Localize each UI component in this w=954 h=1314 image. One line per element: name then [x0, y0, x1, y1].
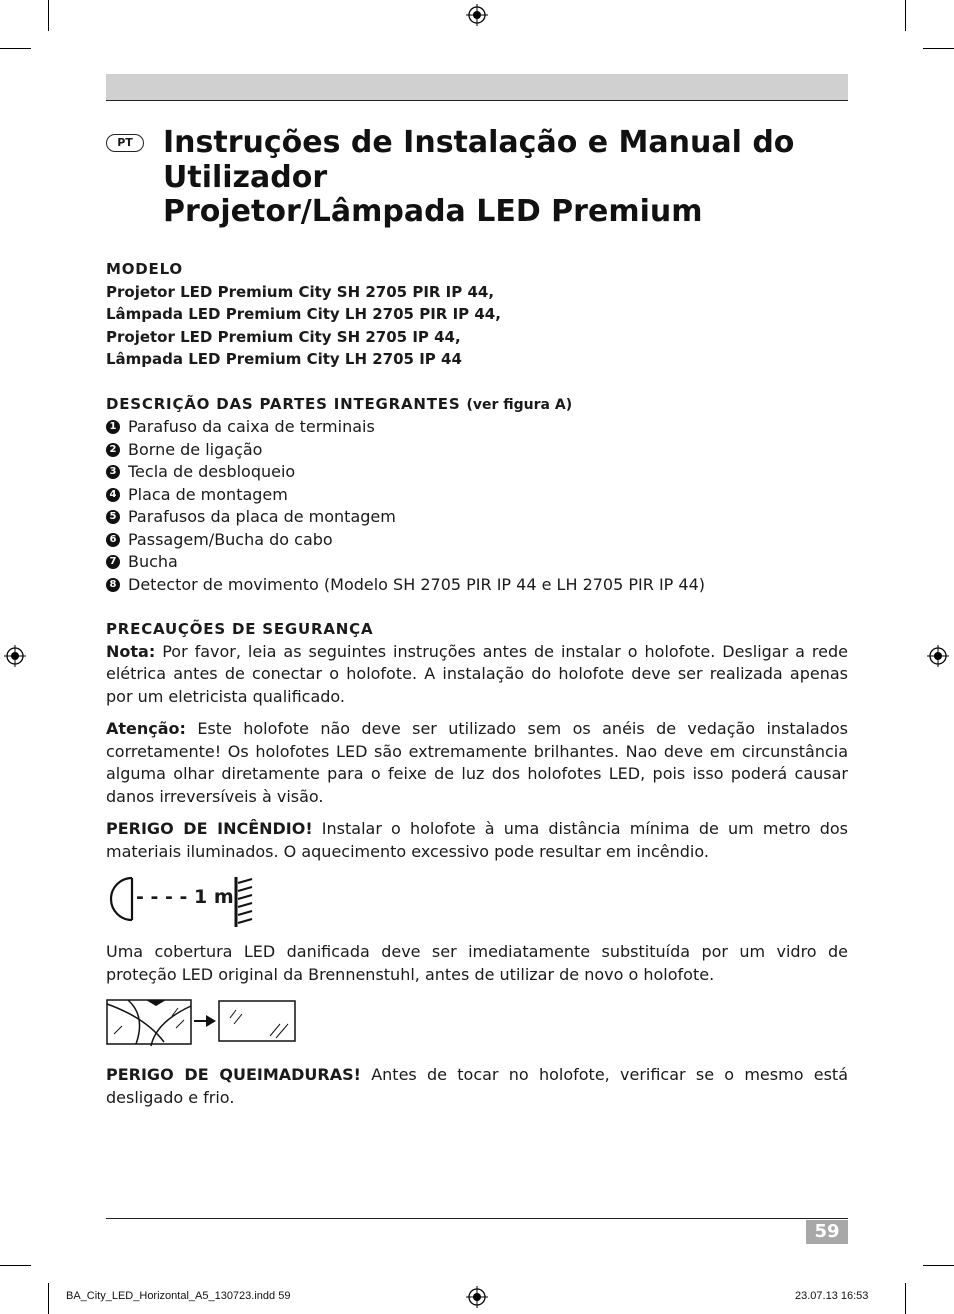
attention-text: Este holofote não deve ser utilizado sem os anéis de vedação instalados corretamente! Os holofotes LED são extremamente brilhantes. Nao deve em circunstância alguma olhar diretamente para o feixe de luz dos holofotes LED, pois isso poderá causar danos irreversíveis à visão.	[106, 719, 848, 806]
parts-heading-suffix: (ver figura A)	[466, 396, 573, 413]
fire-label: PERIGO DE INCÊNDIO!	[106, 819, 313, 838]
safety-heading: PRECAUÇÕES DE SEGURANÇA	[106, 620, 374, 638]
item-number-badge: 1	[106, 420, 120, 434]
slug-date: 23.07.13 16:53	[795, 1290, 869, 1302]
model-item: Lâmpada LED Premium City LH 2705 PIR IP 44,	[106, 305, 501, 323]
slug-file: BA_City_LED_Horizontal_A5_130723.indd 59	[66, 1290, 291, 1302]
crop-mark	[0, 1265, 31, 1266]
header-bar	[106, 74, 848, 101]
list-item	[106, 484, 848, 507]
model-item: Projetor LED Premium City SH 2705 PIR IP 44,	[106, 282, 495, 301]
item-number-badge: 5	[106, 510, 120, 524]
item-number-badge: 3	[106, 465, 120, 479]
list-item	[106, 574, 848, 597]
glass-paragraph: Uma cobertura LED danificada deve ser imediatamente substituída por um vidro de proteção LED original da Brennenstuhl, antes de utilizar de novo o holofote.	[106, 942, 848, 984]
registration-mark-icon	[466, 4, 488, 26]
crop-mark	[48, 0, 49, 31]
item-number-badge: 7	[106, 555, 120, 569]
crop-mark	[905, 0, 906, 31]
part-label: Parafusos da placa de montagem	[128, 507, 396, 526]
part-label: Borne de ligação	[128, 439, 263, 459]
attention-label: Atenção:	[106, 719, 186, 738]
fire-paragraph	[106, 818, 848, 863]
broken-glass-icon	[106, 998, 192, 1048]
language-badge: PT	[106, 134, 144, 152]
page-title	[163, 126, 823, 230]
fire-text: Instalar o holofote à uma distância mínima de um metro dos materiais iluminados. O aquecimento excessivo pode resultar em incêndio.	[106, 819, 848, 861]
item-number-badge: 8	[106, 578, 120, 592]
new-glass-icon	[218, 1000, 296, 1044]
list-item	[106, 461, 848, 484]
parts-heading	[106, 393, 848, 417]
item-number-badge: 4	[106, 488, 120, 502]
registration-mark-icon	[4, 645, 26, 667]
distance-diagram	[106, 873, 848, 929]
model-heading: MODELO	[106, 260, 183, 278]
parts-list	[106, 416, 848, 596]
crop-mark	[0, 48, 31, 49]
registration-mark-icon	[466, 1286, 488, 1308]
parts-heading-text: DESCRIÇÃO DAS PARTES INTEGRANTES	[106, 394, 461, 413]
title-line: Utilizador	[163, 159, 328, 195]
list-item	[106, 416, 848, 439]
registration-mark-icon	[927, 645, 949, 667]
part-label: Parafuso da caixa de terminais	[128, 417, 375, 436]
arrow-right-icon	[194, 1014, 216, 1028]
burn-label: PERIGO DE QUEIMADURAS!	[106, 1065, 361, 1084]
note-label: Nota:	[106, 641, 156, 661]
crop-mark	[923, 1265, 954, 1266]
part-label: Passagem/Bucha do cabo	[128, 529, 333, 549]
item-number-badge: 6	[106, 533, 120, 547]
crop-mark	[905, 1283, 906, 1314]
list-item	[106, 529, 848, 552]
list-item	[106, 506, 848, 529]
part-label: Tecla de desbloqueio	[128, 462, 296, 481]
crop-mark	[48, 1283, 49, 1314]
glass-replacement-diagram	[106, 996, 848, 1048]
distance-label: - - - - 1 m	[136, 886, 234, 908]
part-label: Bucha	[128, 552, 178, 571]
burn-text: Antes de tocar no holofote, verificar se o mesmo está desligado e frio.	[106, 1065, 849, 1107]
document-body	[106, 258, 848, 1109]
title-line: Projetor/Lâmpada LED Premium	[163, 194, 703, 229]
note-paragraph	[106, 641, 848, 709]
list-item	[106, 439, 848, 462]
burn-paragraph	[106, 1064, 848, 1109]
model-item: Lâmpada LED Premium City LH 2705 IP 44	[106, 350, 462, 368]
part-label: Detector de movimento (Modelo SH 2705 PIR IP 44 e LH 2705 PIR IP 44)	[128, 574, 705, 594]
illuminated-material-icon	[232, 877, 256, 927]
crop-mark	[923, 48, 954, 49]
page-number: 59	[806, 1220, 848, 1244]
list-item	[106, 551, 848, 574]
footer-rule	[106, 1218, 848, 1219]
note-text: Por favor, leia as seguintes instruções antes de instalar o holofote. Desligar a rede elétrica antes de conectar o holofote. A instalação do holofote deve ser realizada apenas por um eletricista qualificado.	[106, 641, 848, 706]
title-line: Instruções de Instalação e Manual do	[163, 125, 795, 160]
model-item: Projetor LED Premium City SH 2705 IP 44,	[106, 327, 461, 346]
floodlight-icon	[106, 875, 136, 923]
item-number-badge: 2	[106, 443, 120, 457]
attention-paragraph	[106, 718, 848, 808]
part-label: Placa de montagem	[128, 484, 288, 504]
